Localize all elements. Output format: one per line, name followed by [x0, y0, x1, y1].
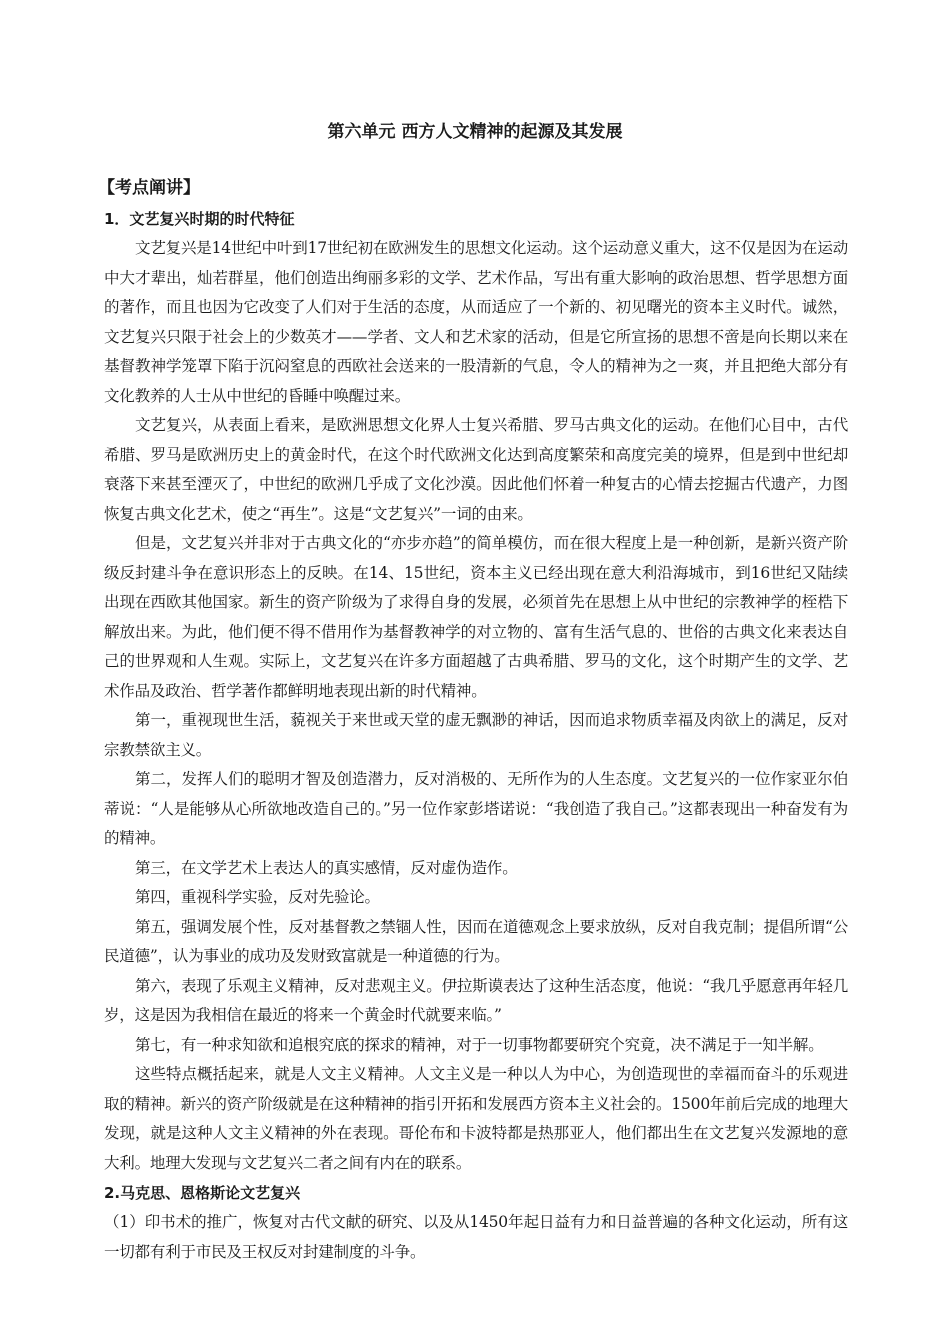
- document-body: [98, 172, 848, 1267]
- paragraph: 第四，重视科学实验，反对先验论。: [135, 888, 380, 906]
- paragraph: 但是，文艺复兴并非对于古典文化的“亦步亦趋”的简单模仿，而在很大程度上是一种创新，是新兴资产阶级反封建斗争在意识形态上的反映。在14、15世纪，资本主义已经出现在意大利沿海城市，到16世纪又陆续出现在西欧其他国家。新生的资产阶级为了求得自身的发展，必须首先在思想上从中世纪的宗教神学的桎梏下解放出来。为此，他们便不得不借用作为基督教神学的对立物的、富有生活气息的、世俗的古典文化来表达自己的世界观和人生观。实际上，文艺复兴在许多方面超越了古典希腊、罗马的文化，这个时期产生的文学、艺术作品及政治、哲学著作都鲜明地表现出新的时代精神。: [104, 534, 848, 700]
- document-title: 第六单元 西方人文精神的起源及其发展: [327, 122, 623, 142]
- paragraph: 文艺复兴是14世纪中叶到17世纪初在欧洲发生的思想文化运动。这个运动意义重大，这不仅是因为在运动中大才辈出，灿若群星，他们创造出绚丽多彩的文学、艺术作品，写出有重大影响的政治思想、哲学思想方面的著作，而且也因为它改变了人们对于生活的态度，从而适应了一个新的、初见曙光的资本主义时代。诚然，文艺复兴只限于社会上的少数英才——学者、文人和艺术家的活动，但是它所宣扬的思想不啻是向长期以来在基督教神学笼罩下陷于沉闷窒息的西欧社会送来的一股清新的气息，令人的精神为之一爽，并且把绝大部分有文化教养的人士从中世纪的昏睡中唤醒过来。: [104, 239, 848, 405]
- section-heading: 【考点阐讲】: [98, 178, 200, 198]
- paragraph: 文艺复兴，从表面上看来，是欧洲思想文化界人士复兴希腊、罗马古典文化的运动。在他们心目中，古代希腊、罗马是欧洲历史上的黄金时代，在这个时代欧洲文化达到高度繁荣和高度完美的境界，但是到中世纪却衰落下来甚至湮灭了，中世纪的欧洲几乎成了文化沙漠。因此他们怀着一种复古的心情去挖掘古代遗产，力图恢复古典文化艺术，使之“再生”。这是“文艺复兴”一词的由来。: [104, 416, 848, 523]
- subsection-heading-2: 2.马克思、恩格斯论文艺复兴: [104, 1184, 301, 1202]
- paragraph: 第七，有一种求知欲和追根究底的探求的精神，对于一切事物都要研究个究竟，决不满足于一知半解。: [135, 1035, 824, 1054]
- paragraph: 这些特点概括起来，就是人文主义精神。人文主义是一种以人为中心，为创造现世的幸福而奋斗的乐观进取的精神。新兴的资产阶级就是在这种精神的指引开拓和发展西方资本主义社会的。1500年前后完成的地理大发现，就是这种人文主义精神的外在表现。哥伦布和卡波特都是热那亚人，他们都出生在文艺复兴发源地的意大利。地理大发现与文艺复兴二者之间有内在的联系。: [104, 1065, 848, 1172]
- paragraph: 第二，发挥人们的聪明才智及创造潜力，反对消极的、无所作为的人生态度。文艺复兴的一位作家亚尔伯蒂说：“人是能够从心所欲地改造自己的。”另一位作家彭塔诺说：“我创造了我自己。”这都表现出一种奋发有为的精神。: [104, 770, 848, 847]
- paragraph: 第一，重视现世生活，藐视关于来世或天堂的虚无飘渺的神话，因而追求物质幸福及肉欲上的满足，反对宗教禁欲主义。: [104, 711, 848, 759]
- paragraph: 第五，强调发展个性，反对基督教之禁锢人性，因而在道德观念上要求放纵，反对自我克制；提倡所谓“公民道德”，认为事业的成功及发财致富就是一种道德的行为。: [104, 917, 848, 965]
- paragraph-final: （1）印书术的推广，恢复对古代文献的研究、以及从1450年起日益有力和日益普遍的各种文化运动，所有这一切都有利于市民及王权反对封建制度的斗争。: [104, 1213, 848, 1261]
- subsection-heading-1: 1．文艺复兴时期的时代特征: [104, 210, 295, 228]
- paragraph: 第六，表现了乐观主义精神，反对悲观主义。伊拉斯谟表达了这种生活态度，他说：“我几乎愿意再年轻几岁，这是因为我相信在最近的将来一个黄金时代就要来临。”: [104, 976, 848, 1024]
- paragraph: 第三，在文学艺术上表达人的真实感情，反对虚伪造作。: [135, 858, 518, 877]
